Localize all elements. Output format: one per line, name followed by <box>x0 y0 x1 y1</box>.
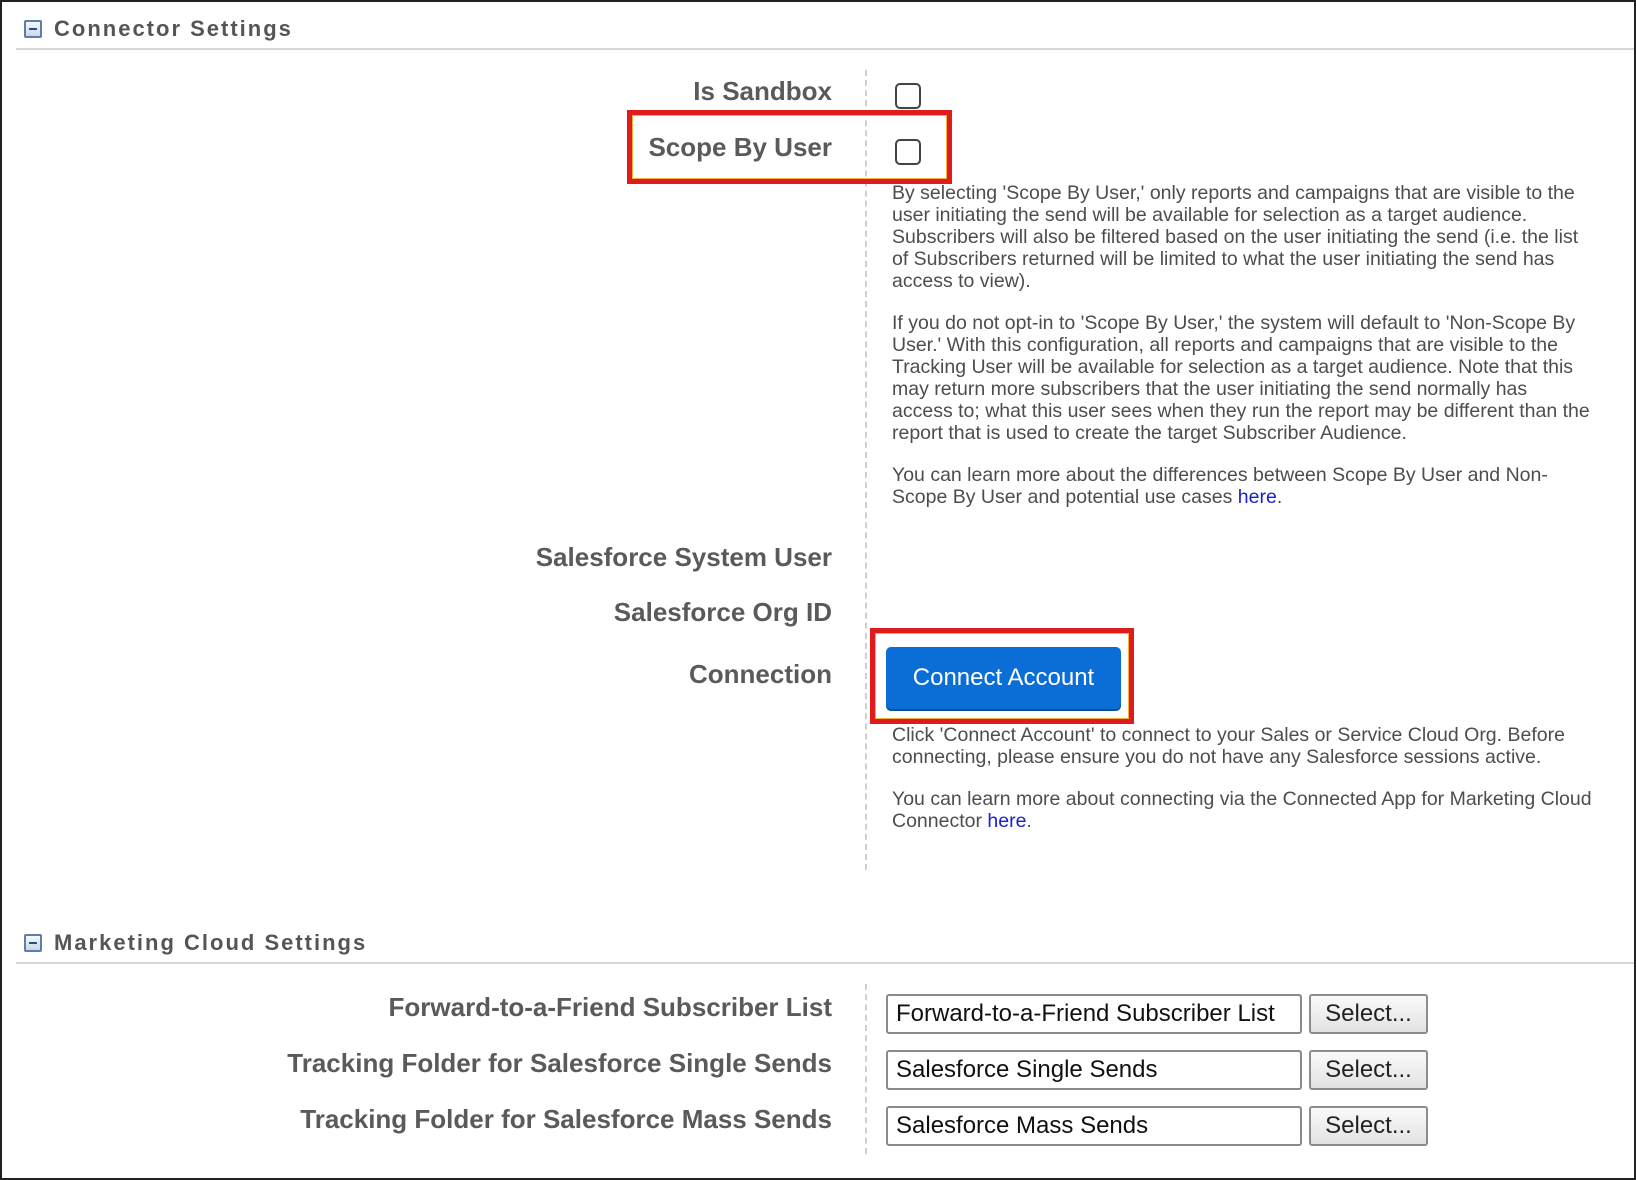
mass-sends-folder-label: Tracking Folder for Salesforce Mass Sends <box>300 1104 832 1134</box>
system-user-label: Salesforce System User <box>535 542 832 572</box>
connect-help-link[interactable]: here <box>987 810 1027 832</box>
collapse-icon[interactable] <box>24 934 42 952</box>
column-divider <box>865 70 867 870</box>
scope-help-link[interactable]: here <box>1237 486 1277 508</box>
single-sends-select-button[interactable]: Select... <box>1309 1050 1428 1090</box>
help-text: You can learn more about the differences between Scope By User and Non-Scope By User and potential use cases <box>892 464 1548 508</box>
column-divider <box>865 984 867 1154</box>
help-paragraph: Click 'Connect Account' to connect to your Sales or Service Cloud Org. Before connecting, please ensure you do not have any Salesforce sessions active. <box>892 724 1565 768</box>
collapse-icon[interactable] <box>24 20 42 38</box>
is-sandbox-label: Is Sandbox <box>693 76 832 106</box>
scope-by-user-checkbox[interactable] <box>895 139 921 165</box>
single-sends-folder-field[interactable]: Salesforce Single Sends <box>886 1050 1302 1090</box>
help-paragraph: You can learn more about the differences between Scope By User and Non-Scope By User and potential use cases here. <box>892 464 1548 508</box>
help-paragraph: You can learn more about connecting via the Connected App for Marketing Cloud Connector here. <box>892 788 1592 832</box>
ftaf-list-select-button[interactable]: Select... <box>1309 994 1428 1034</box>
scope-by-user-label: Scope By User <box>648 132 832 162</box>
ftaf-list-field[interactable]: Forward-to-a-Friend Subscriber List <box>886 994 1302 1034</box>
ftaf-list-label: Forward-to-a-Friend Subscriber List <box>388 992 832 1022</box>
org-id-label: Salesforce Org ID <box>613 597 832 627</box>
section-title: Marketing Cloud Settings <box>54 930 368 955</box>
section-title: Connector Settings <box>54 16 293 41</box>
help-paragraph: If you do not opt-in to 'Scope By User,' the system will default to 'Non-Scope By User.' With this configuration, all reports and campaigns that are visible to the Tracking User will be available for selection as a target audience. Note that this may return more subscribers that the user initiating the send normally has access to; what this user sees when they run the report may be different than the report that is used to create the target Subscriber Audience. <box>892 312 1590 444</box>
help-paragraph: By selecting 'Scope By User,' only reports and campaigns that are visible to the user initiating the send will be available for selection as a target audience. Subscribers will also be filtered based on the user initiating the send (i.e. the list of Subscribers returned will be limited to what the user initiating the send has access to view). <box>892 182 1579 292</box>
connector-settings-header <box>16 10 1634 50</box>
help-text: You can learn more about connecting via the Connected App for Marketing Cloud Connector <box>892 788 1592 832</box>
mass-sends-select-button[interactable]: Select... <box>1309 1106 1428 1146</box>
connect-account-button[interactable]: Connect Account <box>886 647 1121 709</box>
single-sends-folder-label: Tracking Folder for Salesforce Single Sends <box>287 1048 832 1078</box>
mass-sends-folder-field[interactable]: Salesforce Mass Sends <box>886 1106 1302 1146</box>
connect-help-text <box>892 724 1592 852</box>
connection-label: Connection <box>689 659 832 689</box>
is-sandbox-checkbox[interactable] <box>895 83 921 109</box>
scope-help-text <box>892 182 1592 528</box>
marketing-cloud-settings-header <box>16 924 1634 964</box>
